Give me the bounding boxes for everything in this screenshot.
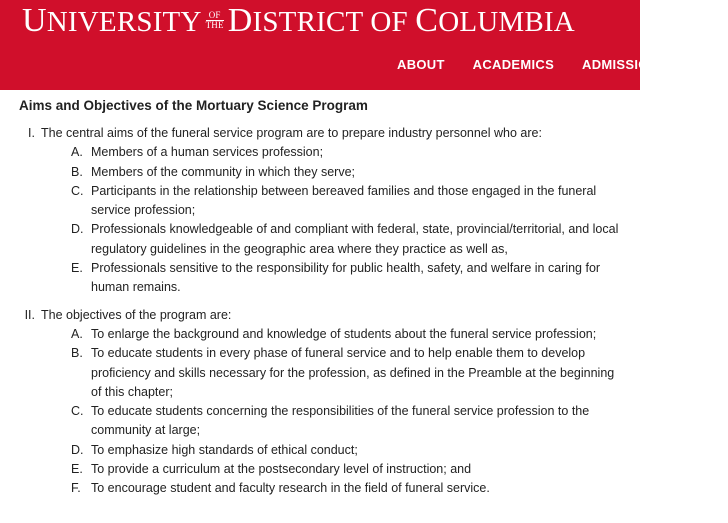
item-letter: C. — [71, 404, 84, 419]
list-item — [71, 259, 628, 298]
item-text: Members of a human services profession; — [91, 145, 324, 160]
logo-text: OLUMBIA — [438, 6, 575, 38]
item-text: Members of the community in which they serve; — [91, 164, 355, 179]
item-text: Participants in the relationship between bereaved families and those engaged in the funeral service profession; — [91, 183, 597, 218]
item-letter: D. — [71, 442, 84, 457]
list-item — [71, 325, 628, 344]
page-title: Aims and Objectives of the Mortuary Science Program — [19, 98, 368, 113]
list-item — [71, 441, 628, 460]
logo-of-the — [206, 11, 224, 30]
item-letter: A. — [71, 326, 83, 341]
list-item — [71, 402, 628, 441]
objectives-list — [39, 325, 628, 499]
item-text: To enlarge the background and knowledge of students about the funeral service profession; — [91, 326, 597, 341]
site-header — [0, 0, 705, 90]
item-letter: A. — [71, 145, 83, 160]
section-numeral: II. — [24, 307, 35, 322]
logo-text: ISTRICT OF — [252, 6, 416, 38]
logo-letter: C — [415, 2, 439, 39]
item-text: To encourage student and faculty research in the field of funeral service. — [91, 481, 490, 496]
item-letter: F. — [71, 481, 81, 496]
logo-the: THE — [205, 19, 224, 30]
list-item — [71, 460, 628, 479]
item-text: To emphasize high standards of ethical conduct; — [91, 442, 358, 457]
university-logo[interactable] — [22, 4, 575, 39]
list-item — [71, 163, 628, 182]
list-item — [71, 182, 628, 221]
section-text: The objectives of the program are: — [41, 307, 232, 322]
section-numeral: I. — [28, 126, 35, 140]
item-text: To educate students concerning the responsibilities of the funeral service profession to the community at large; — [91, 404, 590, 438]
item-text: Professionals knowledgeable of and compliant with federal, state, provincial/territorial, and local regulatory guidelines in the geographic area where they practice as well as, — [91, 222, 619, 256]
main-content — [0, 90, 640, 499]
item-text: To educate students in every phase of funeral service and to help enable them to develop proficiency and skills necessary for the profession, as defined in the Preamble at the beginning of this chapter; — [91, 346, 615, 399]
list-item — [71, 344, 628, 402]
list-item — [71, 479, 628, 498]
logo-letter: D — [227, 2, 253, 39]
item-text: Professionals sensitive to the responsibility for public health, safety, and welfare in caring for human remains. — [91, 261, 601, 295]
nav-admissions[interactable]: ADMISSIONS — [582, 57, 668, 72]
item-letter: B. — [71, 164, 83, 179]
section-text: The central aims of the funeral service program are to prepare industry personnel who are: — [41, 126, 542, 140]
item-letter: E. — [71, 462, 83, 477]
main-nav — [397, 57, 728, 72]
nav-academics[interactable]: ACADEMICS — [472, 57, 555, 72]
nav-item-truncated[interactable]: S — [695, 57, 705, 72]
list-item — [71, 220, 628, 259]
logo-text: NIVERSITY — [46, 6, 202, 38]
aims-list — [39, 143, 628, 297]
item-letter: D. — [71, 222, 84, 237]
nav-about[interactable]: ABOUT — [397, 57, 445, 72]
list-item — [71, 143, 628, 162]
item-text: To provide a curriculum at the postsecondary level of instruction; and — [91, 462, 472, 477]
logo-letter: U — [22, 2, 47, 39]
section-aims — [19, 124, 628, 298]
item-letter: E. — [71, 261, 83, 276]
section-objectives — [19, 306, 628, 499]
sections-list — [19, 124, 628, 499]
item-letter: B. — [71, 346, 83, 361]
item-letter: C. — [71, 183, 84, 198]
logo-of: OF — [206, 11, 224, 21]
